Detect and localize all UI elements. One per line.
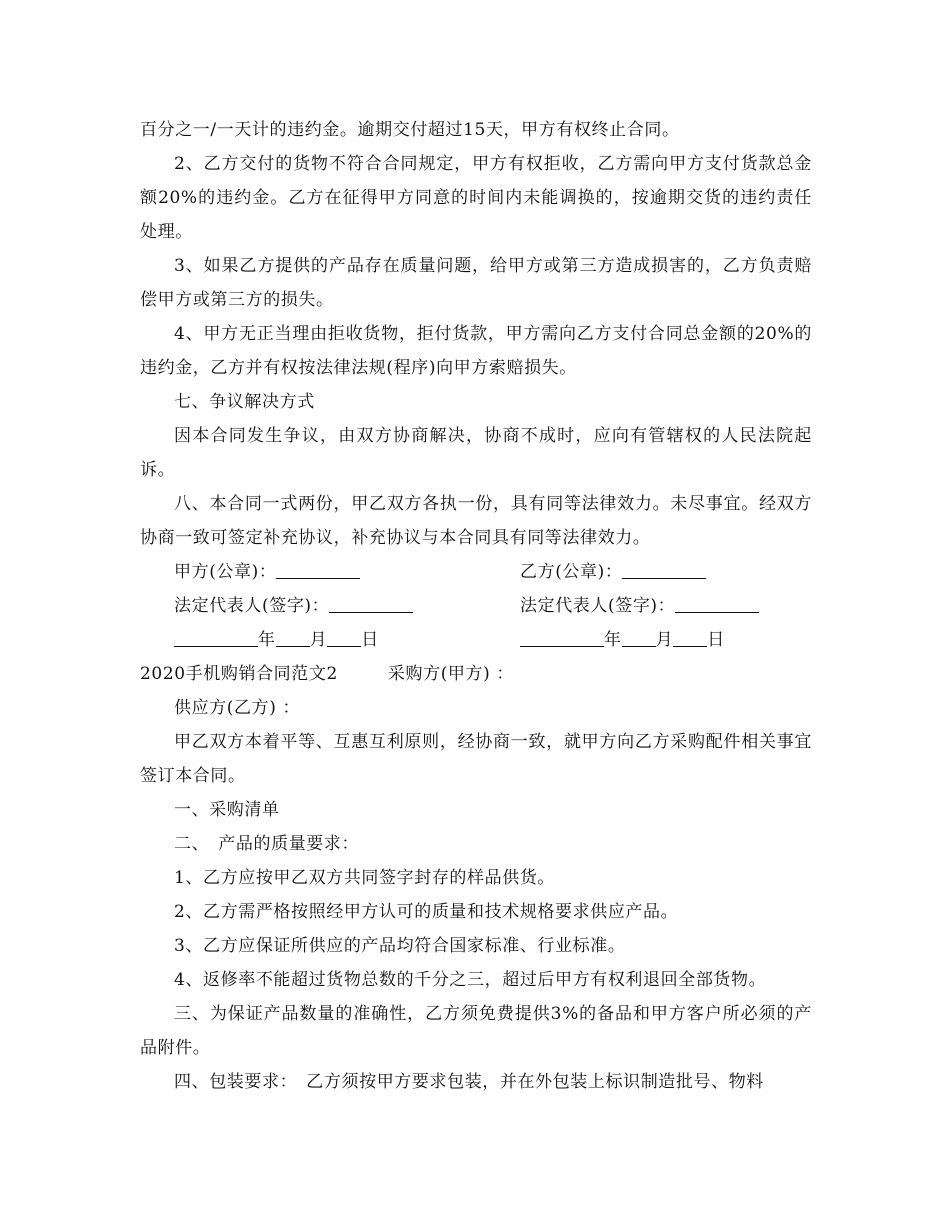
section-heading: 二、 产品的质量要求： xyxy=(174,834,360,854)
month-label: 月 xyxy=(309,630,328,650)
second-contract-title: 2020手机购销合同范文2 xyxy=(140,664,338,684)
blank-line xyxy=(673,628,707,647)
day-label: 日 xyxy=(361,630,379,650)
paragraph: 2、乙方需严格按照经甲方认可的质量和技术规格要求供应产品。 xyxy=(174,902,679,922)
paragraph: 1、乙方应按甲乙双方共同签字封存的样品供货。 xyxy=(174,868,556,888)
paragraph: 3、如果乙方提供的产品存在质量问题，给甲方或第三方造成损害的，乙方负责赔偿甲方或第三方的损失。 xyxy=(140,256,812,310)
signature-row-date xyxy=(140,623,812,657)
blank-line xyxy=(622,628,656,647)
second-contract-header xyxy=(140,657,812,691)
blank-line xyxy=(622,560,706,579)
party-b-seal-label: 乙方(公章)： xyxy=(520,562,623,582)
signature-row-representative xyxy=(140,589,812,623)
paragraph: 4、返修率不能超过货物总数的千分之三，超过后甲方有权利退回全部货物。 xyxy=(174,970,767,990)
party-a-representative xyxy=(174,589,413,623)
paragraph: 百分之一/一天计的违约金。逾期交付超过15天，甲方有权终止合同。 xyxy=(140,120,680,140)
section-heading: 七、争议解决方式 xyxy=(174,392,315,412)
paragraph: 甲乙双方本着平等、互惠互利原则，经协商一致，就甲方向乙方采购配件相关事宜签订本合同。 xyxy=(140,732,812,786)
party-b-representative xyxy=(520,589,759,623)
party-a-seal-label: 甲方(公章)： xyxy=(174,562,277,582)
paragraph: 四、包装要求： 乙方须按甲方要求包装，并在外包装上标识制造批号、物料 xyxy=(174,1072,764,1092)
blank-line xyxy=(329,594,413,613)
party-b-seal xyxy=(520,555,706,589)
paragraph: 三、为保证产品数量的准确性，乙方须免费提供3%的备品和甲方客户所必须的产品附件。 xyxy=(140,1004,812,1058)
party-b-rep-label: 法定代表人(签字)： xyxy=(520,596,676,616)
blank-line xyxy=(276,628,310,647)
party-a-rep-label: 法定代表人(签字)： xyxy=(174,596,330,616)
month-label: 月 xyxy=(655,630,674,650)
year-label: 年 xyxy=(258,630,276,650)
supplier-label: 供应方(乙方) ： xyxy=(174,698,301,718)
party-a-seal xyxy=(174,555,360,589)
paragraph: 3、乙方应保证所供应的产品均符合国家标准、行业标准。 xyxy=(174,936,626,956)
paragraph: 因本合同发生争议，由双方协商解决，协商不成时，应向有管辖权的人民法院起诉。 xyxy=(140,426,812,480)
blank-line xyxy=(520,628,604,647)
blank-line xyxy=(174,628,258,647)
party-a-date xyxy=(174,623,379,657)
paragraph: 八、本合同一式两份，甲乙双方各执一份，具有同等法律效力。未尽事宜。经双方协商一致可签定补充协议，补充协议与本合同具有同等法律效力。 xyxy=(140,494,812,548)
paragraph: 2、乙方交付的货物不符合合同规定，甲方有权拒收，乙方需向甲方支付货款总金额20%的违约金。乙方在征得甲方同意的时间内未能调换的，按逾期交货的违约责任处理。 xyxy=(140,154,812,242)
blank-line xyxy=(276,560,360,579)
document-body xyxy=(140,113,812,1099)
buyer-label: 采购方(甲方) ： xyxy=(387,664,514,684)
party-b-date xyxy=(520,623,725,657)
day-label: 日 xyxy=(707,630,725,650)
year-label: 年 xyxy=(604,630,622,650)
section-heading: 一、采购清单 xyxy=(174,800,280,820)
blank-line xyxy=(327,628,361,647)
blank-line xyxy=(675,594,759,613)
paragraph: 4、甲方无正当理由拒收货物，拒付货款，甲方需向乙方支付合同总金额的20%的违约金，乙方并有权按法律法规(程序)向甲方索赔损失。 xyxy=(140,324,812,378)
signature-row-seal xyxy=(140,555,812,589)
